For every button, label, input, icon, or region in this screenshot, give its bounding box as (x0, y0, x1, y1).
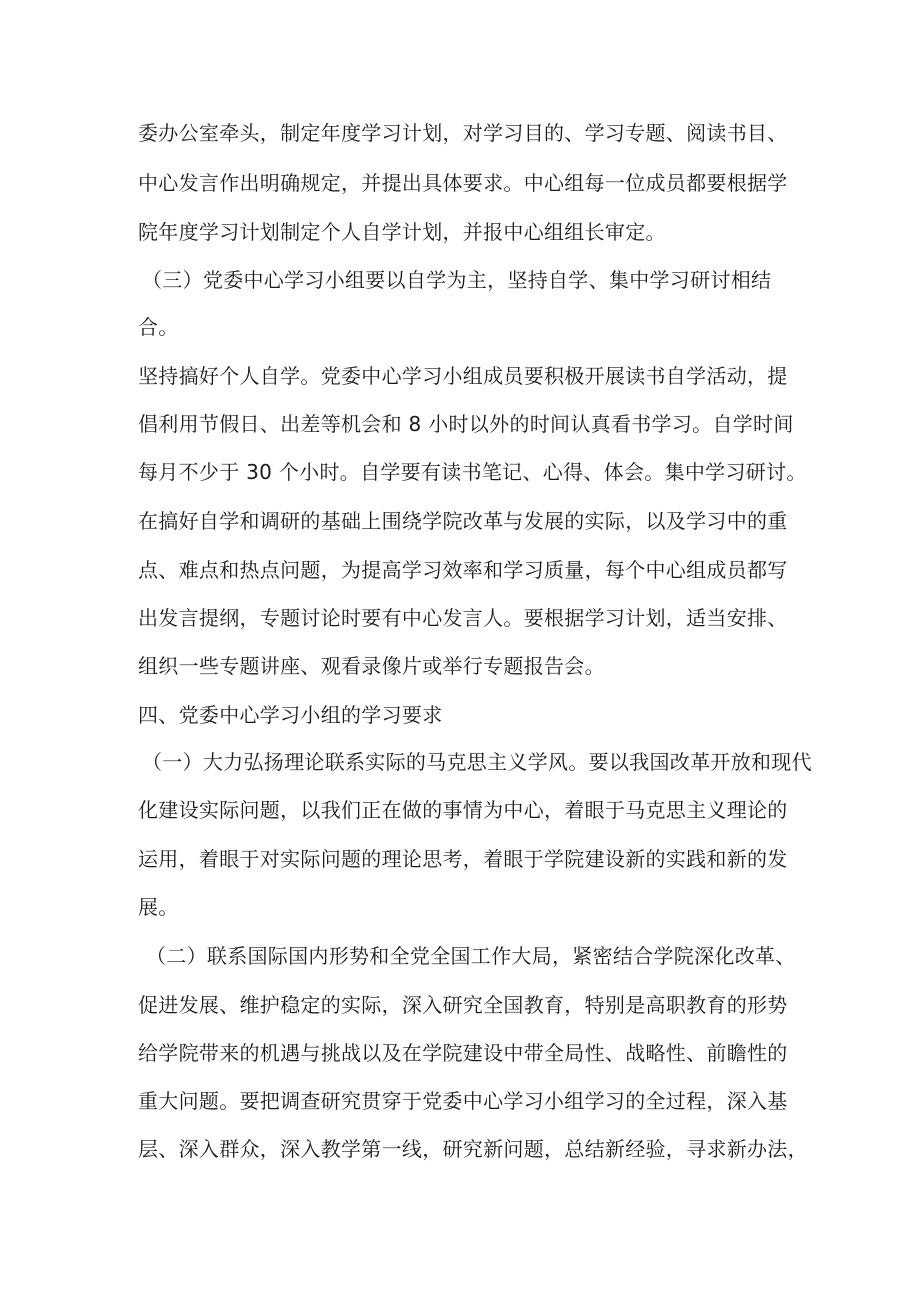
text-line: 院年度学习计划制定个人自学计划，并报中心组组长审定。 (138, 220, 666, 244)
text-line: （二）联系国际国内形势和全党全国工作大局，紧密结合学院深化改革、 (146, 944, 796, 968)
text-line: （一）大力弘扬理论联系实际的马克思主义学风。要以我国改革开放和现代 (142, 750, 812, 774)
text-line: 在搞好自学和调研的基础上围绕学院改革与发展的实际，以及学习中的重 (138, 509, 788, 533)
text-line: （三）党委中心学习小组要以自学为主，坚持自学、集中学习研讨相结 (142, 268, 772, 292)
text-line: 点、难点和热点问题，为提高学习效率和学习质量，每个中心组成员都写 (138, 558, 788, 582)
section-heading: 四、党委中心学习小组的学习要求 (138, 703, 443, 727)
text-line: 中心发言作出明确规定，并提出具体要求。中心组每一位成员都要根据学 (138, 171, 788, 195)
text-line: 合。 (138, 315, 179, 339)
text-line: 运用，着眼于对实际问题的理论思考，着眼于学院建设新的实践和新的发 (138, 847, 788, 871)
text-line: 展。 (138, 895, 179, 919)
text-line: 坚持搞好个人自学。党委中心学习小组成员要积极开展读书自学活动，提 (138, 364, 788, 388)
text-line: 倡利用节假日、出差等机会和 8 小时以外的时间认真看书学习。自学时间 (138, 412, 794, 436)
text-line: 委办公室牵头，制定年度学习计划，对学习目的、学习专题、阅读书目、 (138, 121, 788, 145)
text-line: 重大问题。要把调查研究贯穿于党委中心学习小组学习的全过程，深入基 (138, 1089, 788, 1113)
text-line: 层、深入群众，深入教学第一线，研究新问题，总结新经验，寻求新办法， (138, 1137, 808, 1161)
text-line: 促进发展、维护稳定的实际，深入研究全国教育，特别是高职教育的形势 (138, 993, 788, 1017)
text-line: 给学院带来的机遇与挑战以及在学院建设中带全局性、战略性、前瞻性的 (138, 1041, 788, 1065)
text-line: 每月不少于 30 个小时。自学要有读书笔记、心得、体会。集中学习研讨。 (138, 460, 807, 484)
text-line: 化建设实际问题，以我们正在做的事情为中心，着眼于马克思主义理论的 (138, 798, 788, 822)
text-line: 出发言提纲，专题讨论时要有中心发言人。要根据学习计划，适当安排、 (138, 606, 788, 630)
text-line: 组织一些专题讲座、观看录像片或举行专题报告会。 (138, 654, 605, 678)
